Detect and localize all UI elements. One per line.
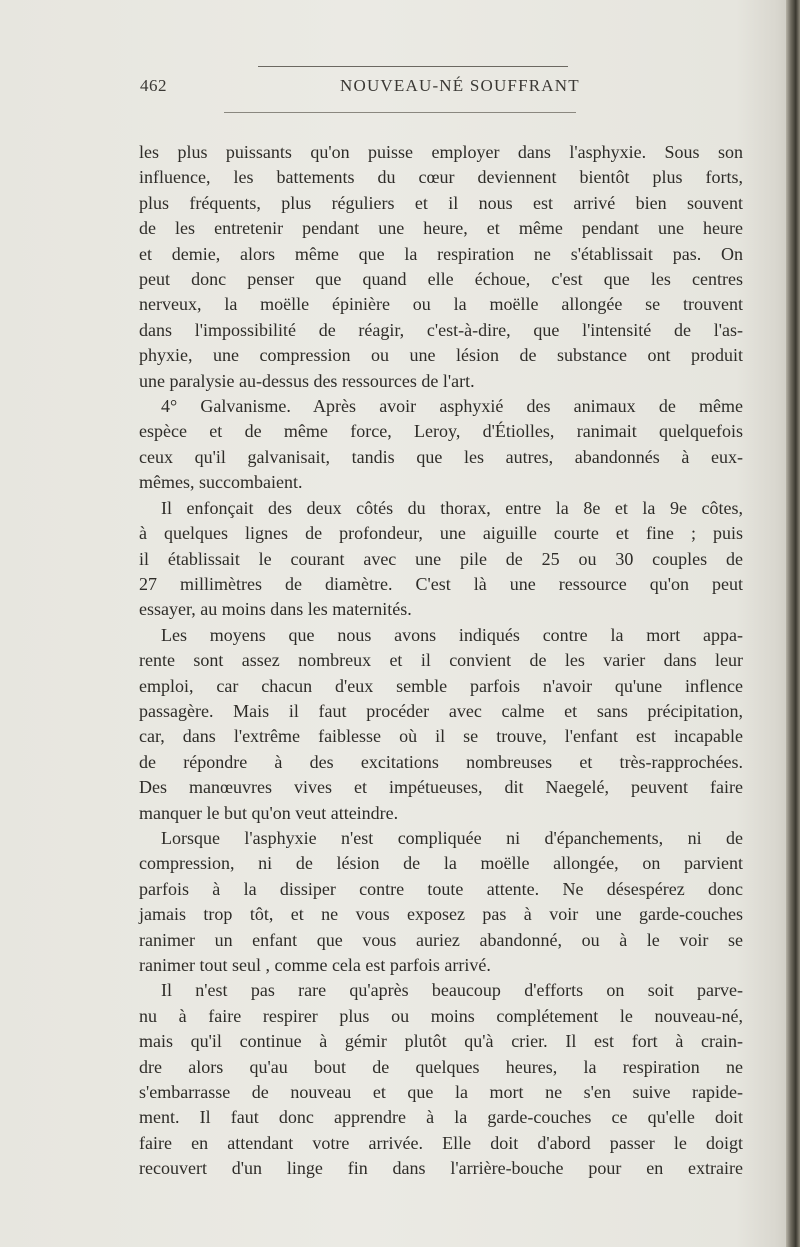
text-line: ranimer tout seul , comme cela est parfois arrivé. xyxy=(139,955,491,975)
text-line: espèce et de même force, Leroy, d'Étiolles, ranimait quelquefois xyxy=(139,421,743,442)
page-number: 462 xyxy=(140,76,167,95)
text-line: Il enfonçait des deux côtés du thorax, entre la 8e et la 9e côtes, xyxy=(161,497,743,518)
top-rule xyxy=(258,66,568,67)
text-line: 4° Galvanisme. Après avoir asphyxié des animaux de même xyxy=(161,396,743,417)
text-line: essayer, au moins dans les maternités. xyxy=(139,599,412,620)
text-line: nu à faire respirer plus ou moins complétement le nouveau-né, xyxy=(139,1005,743,1026)
text-line: nerveux, la moëlle épinière ou la moëlle allongée se trouvent xyxy=(139,294,743,315)
text-line: de les entretenir pendant une heure, et même pendant une heure xyxy=(139,218,743,239)
text-line: dre alors qu'au bout de quelques heures, la respiration ne xyxy=(139,1056,743,1077)
text-line: influence, les battements du cœur deviennent bientôt plus forts, xyxy=(139,167,743,188)
page-header xyxy=(140,76,740,100)
text-line: mêmes, succombaient. xyxy=(139,472,303,493)
text-line: mais qu'il continue à gémir plutôt qu'à crier. Il est fort à crain- xyxy=(139,1031,743,1052)
text-line: ment. Il faut donc apprendre à la garde-couches ce qu'elle doit xyxy=(139,1107,743,1128)
text-line: et demie, alors même que la respiration ne s'établissait pas. On xyxy=(139,243,743,264)
text-line: manquer le but qu'on veut atteindre. xyxy=(139,802,399,823)
text-line: de répondre à des excitations nombreuses et très-rapprochées. xyxy=(139,751,743,772)
text-line: il établissait le courant avec une pile de 25 ou 30 couples de xyxy=(139,548,743,569)
text-line: 27 millimètres de diamètre. C'est là une ressource qu'on peut xyxy=(139,573,743,594)
text-line: faire en attendant votre arrivée. Elle doit d'abord passer le doigt xyxy=(139,1132,743,1153)
text-line: à quelques lignes de profondeur, une aiguille courte et fine ; puis xyxy=(139,523,743,544)
text-line: Lorsque l'asphyxie n'est compliquée ni d'épanchements, ni de xyxy=(161,827,743,848)
text-line: recouvert d'un linge fin dans l'arrière-bouche pour en extraire xyxy=(139,1158,743,1179)
text-line: compression, ni de lésion de la moëlle allongée, on parvient xyxy=(139,853,743,874)
text-line: rente sont assez nombreux et il convient de les varier dans leur xyxy=(139,650,743,671)
text-line: Des manœuvres vives et impétueuses, dit Naegelé, peuvent faire xyxy=(139,777,743,798)
text-line: Les moyens que nous avons indiqués contre la mort appa- xyxy=(161,624,743,645)
text-line: plus fréquents, plus réguliers et il nous est arrivé bien souvent xyxy=(139,192,743,213)
text-line: dans l'impossibilité de réagir, c'est-à-dire, que l'intensité de l'as- xyxy=(139,319,743,340)
text-line: ceux qu'il galvanisait, tandis que les autres, abandonnés à eux- xyxy=(139,446,743,467)
running-title: NOUVEAU-NÉ SOUFFRANT xyxy=(340,76,580,95)
text-line: ranimer un enfant que vous auriez abandonné, ou à le voir se xyxy=(139,929,743,950)
text-line: Il n'est pas rare qu'après beaucoup d'efforts on soit parve- xyxy=(161,980,743,1001)
text-line: jamais trop tôt, et ne vous exposez pas à voir une garde-couches xyxy=(139,904,743,925)
text-line: car, dans l'extrême faiblesse où il se trouve, l'enfant est incapable xyxy=(139,726,743,747)
header-rule xyxy=(224,112,576,113)
text-line: une paralysie au-dessus des ressources de l'art. xyxy=(139,370,475,391)
text-line: passagère. Mais il faut procéder avec calme et sans précipitation, xyxy=(139,700,743,721)
text-line: les plus puissants qu'on puisse employer dans l'asphyxie. Sous son xyxy=(139,142,743,162)
text-line: parfois à la dissiper contre toute attente. Ne désespérez donc xyxy=(139,878,743,899)
body-text xyxy=(139,140,743,1182)
text-line: phyxie, une compression ou une lésion de substance ont produit xyxy=(139,345,743,366)
text-line: emploi, car chacun d'eux semble parfois n'avoir qu'une inflence xyxy=(139,675,743,696)
book-spine-shadow xyxy=(786,0,800,1247)
text-line: s'embarrasse de nouveau et que la mort ne s'en suive rapide- xyxy=(139,1082,743,1103)
text-line: peut donc penser que quand elle échoue, c'est que les centres xyxy=(139,269,743,290)
